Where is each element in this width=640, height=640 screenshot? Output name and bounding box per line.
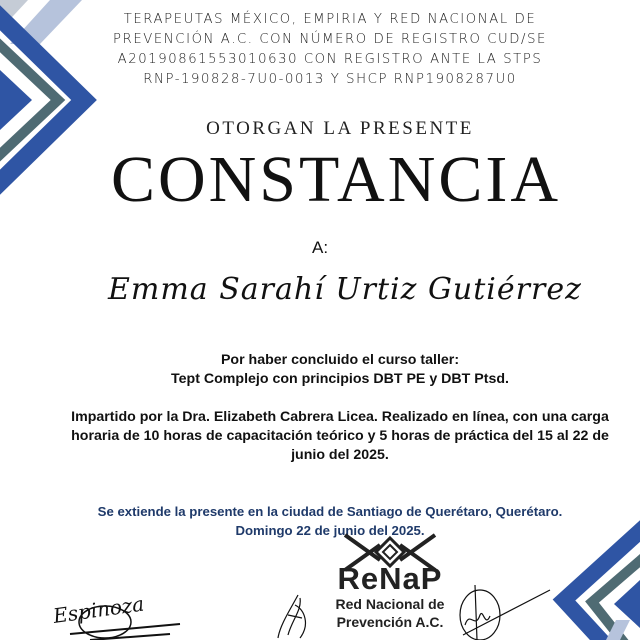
certificate-title: CONSTANCIA: [110, 143, 562, 216]
signature-left: Espinoza: [51, 591, 146, 628]
course-intro: Por haber concluido el curso taller:: [220, 352, 460, 368]
renap-logo: [330, 535, 450, 631]
course-details: Impartido por la Dra. Elizabeth Cabrera Licea. Realizado en línea, con una carga horaria de 10 horas de capacitación teórico y 5 horas de práctica del 15 al 22 de junio del 2025.: [71, 409, 609, 463]
signature-right: [455, 580, 555, 640]
to-label: A:: [312, 238, 329, 257]
issuers-header: TERAPEUTAS MÉXICO, EMPIRIA Y RED NACIONAL DE PREVENCIÓN A.C. CON NÚMERO DE REGISTRO CUD/SE A20190861553010630 CON REGISTRO ANTE LA STPS RNP-190828-7U0-0013 Y SHCP RNP1908287U0: [113, 12, 547, 87]
course-statement: [60, 351, 620, 389]
date-text: Domingo 22 de junio del 2025.: [235, 523, 425, 538]
intro-text: OTORGAN LA PRESENTE: [206, 118, 474, 139]
logo-name-2: Prevención A.C.: [336, 614, 444, 630]
recipient-name: Emma Sarahí Urtiz Gutiérrez: [108, 272, 582, 307]
signature-center: [270, 590, 320, 640]
course-name: Tept Complejo con principios DBT PE y DBT Ptsd.: [171, 371, 509, 387]
logo-acronym: ReNaP: [337, 561, 443, 596]
logo-name-1: Red Nacional de: [335, 596, 445, 612]
place-text: Se extiende la presente en la ciudad de Santiago de Querétaro, Querétaro.: [97, 504, 563, 519]
